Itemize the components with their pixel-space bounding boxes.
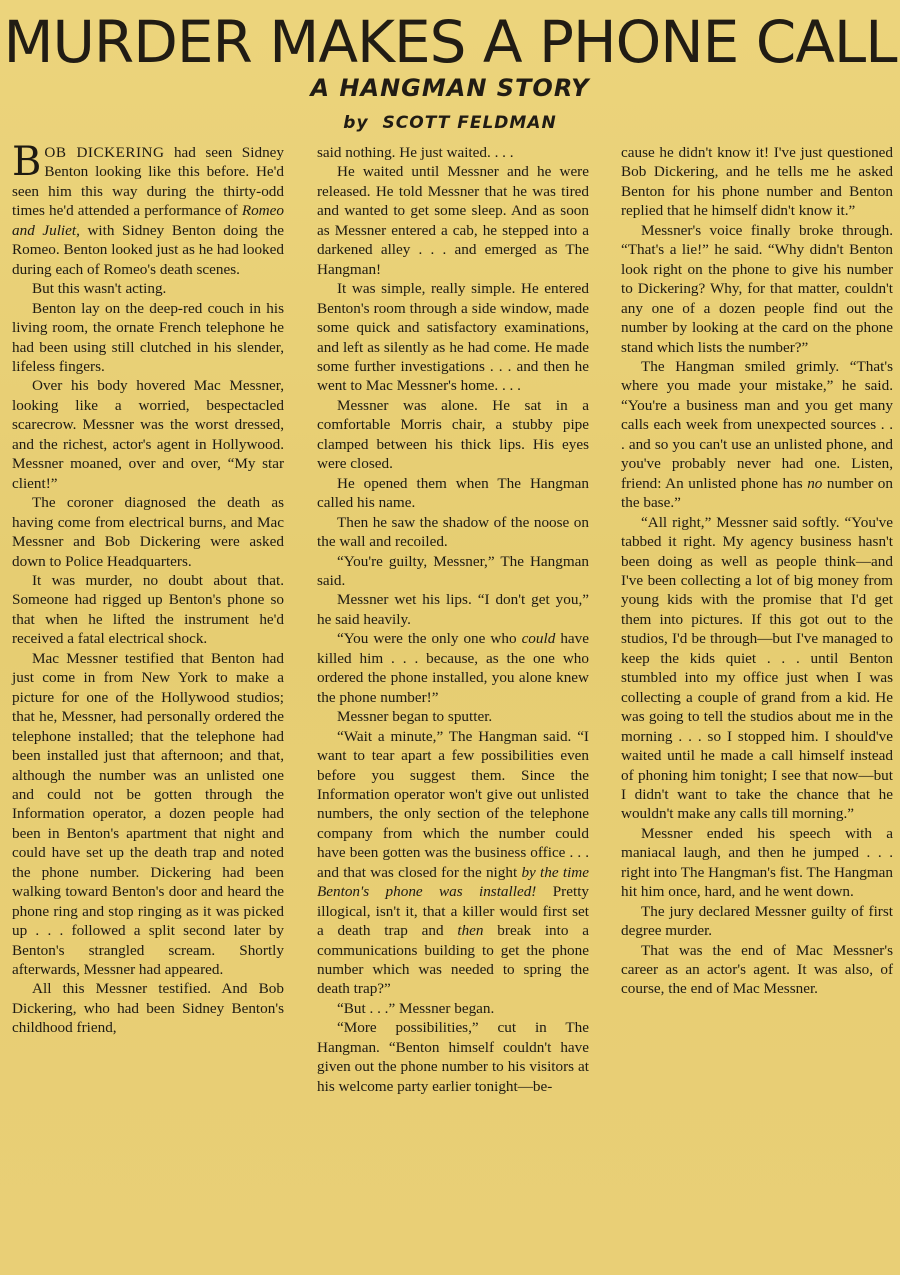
story-paragraph (12, 139, 284, 279)
paragraph-text: “You're guilty, Messner,” The Hangman said. (317, 552, 589, 589)
paragraph-text: “More possibilities,” cut in The Hangman. “Benton himself couldn't have given out the phone number to his visitors at his welcome party earlier tonight—be- (317, 1019, 589, 1095)
story-paragraph (621, 221, 893, 357)
story-paragraph (12, 376, 284, 493)
byline-prefix: by (343, 113, 369, 133)
paragraph-text: Messner was alone. He sat in a comfortable Morris chair, a stubby pipe clamped between his thick lips. His eyes were closed. (317, 396, 589, 473)
story-paragraph (621, 513, 893, 824)
paragraph-text: It was simple, really simple. He entered Benton's room through a side window, made some quick and satisfactory examinations, and left as silently as he had come. He made some further investigations . . . and then he went to Mac Messner's home. . . . (317, 280, 589, 395)
story-paragraph (12, 979, 284, 1037)
paragraph-text: break into a communications building to get the phone number which was needed to spring the death trap?” (317, 922, 589, 998)
story-paragraph (317, 727, 589, 999)
story-paragraph (317, 513, 589, 552)
text-column-3 (621, 143, 893, 999)
paragraph-text: with Sidney Benton doing the Romeo. Benton looked just as he had looked during each of Romeo's death scenes. (12, 221, 284, 278)
story-paragraph (621, 824, 893, 902)
paragraph-text: He waited until Messner and he were released. He told Messner that he was tired and wanted to get some sleep. And as soon as Messner entered a cab, he stepped into a darkened alley . . . and emerged as The Hangman! (317, 163, 589, 278)
story-paragraph (317, 552, 589, 591)
story-paragraph (12, 649, 284, 980)
story-paragraph (317, 707, 589, 726)
story-paragraph (317, 590, 589, 629)
story-paragraph (12, 299, 284, 377)
paragraph-text: He opened them when The Hangman called his name. (317, 474, 589, 512)
italic-text: Romeo and Juliet, (12, 202, 284, 239)
paragraph-text: Pretty illogical, isn't it, that a killer would first set a death trap and (317, 883, 590, 940)
story-paragraph (317, 143, 589, 162)
story-paragraph (317, 474, 589, 513)
paragraph-text: Messner ended his speech with a maniacal laugh, and then he jumped . . . right into The Hangman's fist. The Hangman hit him once, hard, and he went down. (621, 824, 893, 901)
story-subtitle: A HANGMAN STORY (310, 74, 590, 102)
paragraph-text: Benton lay on the deep-red couch in his living room, the ornate French telephone he had been using still clutched in his slender, lifeless fingers. (12, 299, 284, 375)
paragraph-text: Mac Messner testified that Benton had just come in from New York to make a picture for one of the Hollywood studios; that he, Messner, had personally ordered the telephone installed; that the telephone had been installed just that afternoon; and that, although the number was an unlisted one and could not be gotten through the Information operator, a dozen people had been in Benton's apartment that night and could have set up the death trap and noted the phone number. Dickering had been walking toward Benton's door and heard the phone ring and stop ringing as it was picked up . . . followed a split second later by Benton's strangled scream. Shortly afterwards, Messner had appeared. (12, 649, 284, 979)
story-paragraph (621, 941, 893, 999)
story-paragraph (317, 162, 589, 279)
story-paragraph (621, 902, 893, 941)
text-column-1 (12, 139, 284, 1038)
italic-text: then (457, 922, 484, 940)
paragraph-text: It was murder, no doubt about that. Someone had rigged up Benton's phone so that when he lifted the instrument he'd received a fatal electrical shock. (12, 571, 284, 648)
paragraph-text: have killed him . . . because, as the one who ordered the phone installed, you alone knew the phone number!” (317, 630, 589, 706)
story-paragraph (317, 999, 589, 1018)
paragraph-text: said nothing. He just waited. . . . (317, 144, 514, 161)
paragraph-text: Messner began to sputter. (337, 708, 493, 726)
drop-cap: B (12, 139, 42, 185)
paragraph-text: had seen Sidney Benton looking like this before. He'd seen him this way during the thirty-odd times he'd attended a performance of (12, 144, 284, 220)
paragraph-text: Messner's voice finally broke through. “That's a lie!” he said. “Why didn't Benton look right on the phone to give his number to Dickering? Why, for that matter, couldn't any one of a dozen people find out the number by looking at the card on the phone stand which lists the number?” (621, 221, 893, 356)
story-title: MURDER MAKES A PHONE CALL (3, 8, 897, 76)
story-paragraph (12, 571, 284, 649)
paragraph-text: The coroner diagnosed the death as having come from electrical burns, and Mac Messner and Bob Dickering were asked down to Police Headquarters. (12, 494, 284, 570)
author-name: SCOTT FELDMAN (382, 113, 557, 133)
paragraph-text: The Hangman smiled grimly. “That's where you made your mistake,” he said. “You're a business man and you get many calls each week from unexpected sources . . . and so you can't use an unlisted phone, and you've probably never had one. Listen, friend: An unlisted phone has (621, 357, 893, 492)
paragraph-text: Messner wet his lips. “I don't get you,” he said heavily. (317, 591, 589, 628)
story-paragraph (12, 279, 284, 298)
paragraph-text: Then he saw the shadow of the noose on the wall and recoiled. (317, 513, 589, 551)
paragraph-text: cause he didn't know it! I've just questioned Bob Dickering, and he tells me he asked Benton for his phone number and Benton replied that he himself didn't know it.” (621, 144, 893, 220)
paragraph-text: number on the base.” (621, 474, 893, 512)
italic-text: by the time Benton's phone was installed! (317, 863, 589, 901)
story-paragraph (317, 279, 589, 396)
story-paragraph (621, 143, 893, 221)
lead-in-caps: OB DICKERING (44, 144, 165, 161)
story-paragraph (12, 493, 284, 571)
paragraph-text: But this wasn't acting. (32, 280, 167, 298)
story-paragraph (317, 629, 589, 707)
paragraph-text: The jury declared Messner guilty of first degree murder. (621, 902, 893, 940)
text-column-2 (317, 143, 589, 1096)
story-paragraph (317, 396, 589, 474)
italic-text: no (807, 474, 823, 492)
paragraph-text: “Wait a minute,” The Hangman said. “I want to tear apart a few possibilities even before you suggest them. Since the Information operator won't give out unlisted numbers, the only section of the telephone company from which the number could have been gotten was the business office . . . and that was closed for the night (317, 727, 589, 881)
paragraph-text: “All right,” Messner said softly. “You've tabbed it right. My agency business hasn't been doing as well as people think—and I've been collecting a lot of big money from young kids with the promise that I'd get them into pictures. If this got out to the studios, I'd be through—but I've managed to keep the kids quiet . . . until Benton stumbled into my office just when I was collecting a couple of grand from a kid. He was going to tell the studios about me in the morning . . . so I stopped him. I should've waited until he made a call himself instead of phoning him tonight; I see that now—but I didn't want to take the chance that he wouldn't make any calls till morning.” (621, 513, 893, 823)
story-paragraph (317, 1018, 589, 1096)
paragraph-text: Over his body hovered Mac Messner, looking like a worried, bespectacled scarecrow. Messner was the worst dressed, and the richest, actor's agent in Hollywood. Messner moaned, over and over, “My star client!” (12, 377, 284, 492)
byline (0, 110, 900, 136)
paragraph-text: “But . . .” Messner began. (337, 999, 495, 1017)
paragraph-text: All this Messner testified. And Bob Dickering, who had been Sidney Benton's childhood friend, (12, 980, 284, 1037)
paragraph-text: “You were the only one who (337, 630, 522, 648)
paragraph-text: That was the end of Mac Messner's career as an actor's agent. It was also, of course, the end of Mac Messner. (621, 941, 893, 998)
italic-text: could (521, 630, 556, 648)
story-paragraph (621, 357, 893, 513)
